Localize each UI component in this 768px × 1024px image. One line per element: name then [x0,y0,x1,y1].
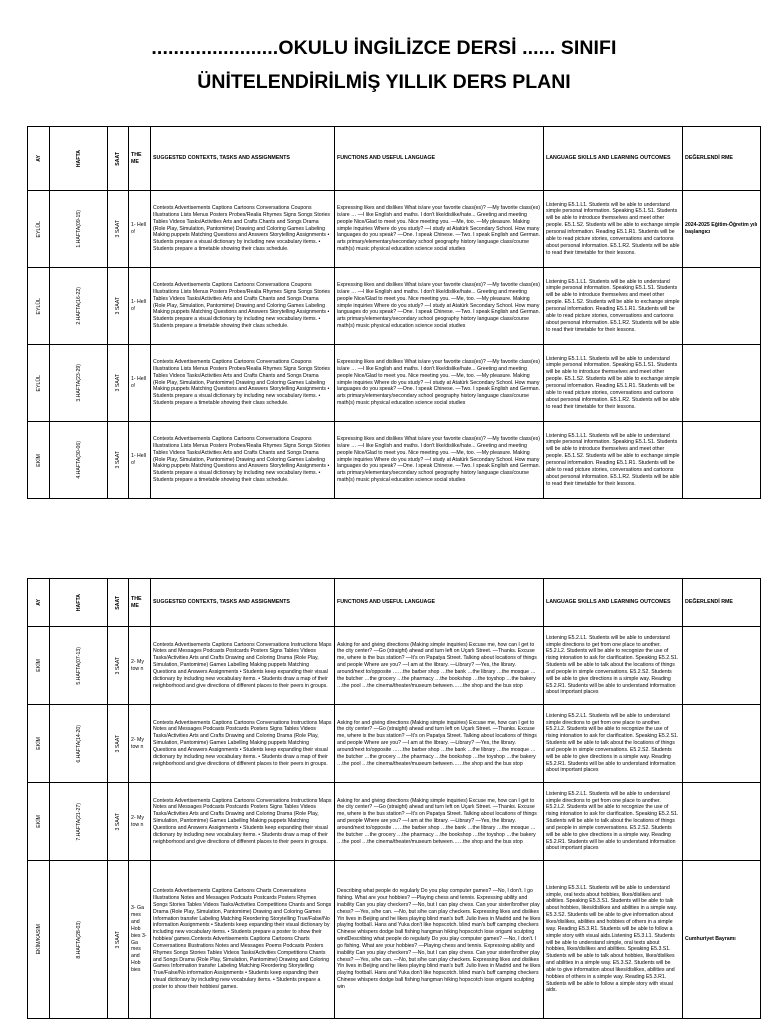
skills-cell: Listening E5.3.L1. Students will be able to understand simple, oral texts about hobbies, likes/dislikes and abilities. Speaking E5.3.S1. Students will be able to talk about hobbies, likes/dislikes and abilities in a simple way. E5.3.S2. Students will be able to give information about likes/dislikes, abilities and hobbies of others in a simple way. Reading E5.3.R1. Students will be able to follow a simple story with visual aids.Listening E5.3.L1. Students will be able to understand simple, oral texts about hobbies, likes/dislikes and abilities. Speaking E5.3.S1. Students will be able to talk about hobbies, likes/dislikes and abilities in a simple way. E5.3.S2. Students will be able to give information about likes/dislikes, abilities and hobbies of others in a simple way. Reading E5.3.R1. Students will be able to follow a simple story with visual aids. [544,861,683,1019]
week-cell: 6.HAFTA(14-20) [50,705,108,783]
functions-cell: Asking for and giving directions (Making simple inquiries) Excuse me, how can I get to the city center? —Go (straight) ahead and turn left on Uçarlı Street. —Thanks. Excuse me, where is the bus station? —It's on Papatya Street. Talking about locations of things and people Where are you? —I am at the library. —Library? —Yes, the library. around/next to/opposite ……the barber shop …the bank …the library …the mosque …the butcher …the grocery …the pharmacy …the bookshop …the toyshop …the bakery …the pool …the cinema/theater/museum between……the shop and the bus stop [335,783,544,861]
hours-cell: 3 SAAT [108,861,129,1019]
header-theme: THE ME [129,579,151,627]
evaluation-cell [683,422,761,499]
header-hafta: HAFTA [50,127,108,191]
skills-cell: Listening E5.1.L1. Students will be able to understand simple personal information. Speaking E5.1.S1. Students will be able to introduce themselves and meet other people. E5.1.S2. Students will be able to exchange simple personal information. Reading E5.1.R1. Students will be able to read picture stories, conversations and cartoons about personal information. E5.1.R2. Students will be able to read their timetable for their lessons. [544,345,683,422]
skills-cell: Listening E5.1.L1. Students will be able to understand simple personal information. Speaking E5.1.S1. Students will be able to introduce themselves and meet other people. E5.1.S2. Students will be able to exchange simple personal information. Reading E5.1.R1. Students will be able to read picture stories, conversations and cartoons about personal information. E5.1.R2. Students will be able to read their timetable for their lessons. [544,422,683,499]
theme-cell: 2- My tow n [129,627,151,705]
month-cell: EYLÜL [28,345,50,422]
contexts-cell: Contexts Advertisements Captions Cartoons Conversations Coupons Illustrations Lists Menus Posters Probes/Realia Rhymes Signs Songs Stories Tables Videos Tasks/Activities Arts and Crafts Chants and Songs Drama (Role Play, Simulation, Pantomime) Drawing and Coloring Games Labeling Making puppets Matching Questions and Answers Storytelling Assignments • Students prepare a visual dictionary by including new vocabulary items. • Students prepare a timetable showing their class schedule. [151,422,335,499]
header-functions: FUNCTIONS AND USEFUL LANGUAGE [335,579,544,627]
evaluation-cell [683,783,761,861]
skills-cell: Listening E5.2.L1. Students will be able to understand simple directions to get from one place to another. E5.2.L2. Students will be able to recognize the use of rising intonation to ask for clarification. Speaking E5.2.S1. Students will be able to talk about the locations of things and people in simple conversations. E5.2.S2. Students will be able to give directions in a simple way. Reading E5.2.R1. Students will be able to understand information about important places [544,627,683,705]
hours-cell: 3 SAAT [108,345,129,422]
header-saat: SAAT [108,127,129,191]
table-row [28,861,761,1019]
header-evaluation: DEĞERLENDİ RME [683,579,761,627]
contexts-cell: Contexts Advertisements Captions Cartoons Conversations Instructions Maps Notes and Messages Podcasts Postcards Posters Signs Tables Videos Tasks/Activities Arts and Crafts Drawing and Coloring Drama (Role Play, Simulation, Pantomime) Games Labelling Making puppets Matching Questions and Answers Assignments • Students keep expanding their visual dictionary by including new vocabulary items. • Students draw a map of their neighborhood and give directions of different places to their peers in groups. [151,705,335,783]
functions-cell: Expressing likes and dislikes What is/are your favorite class(es)? —My favorite class(es) is/are … —I like English and maths. I don't like/dislike/hate... Greeting and meeting people Nice/Glad to meet you. Nice meeting you. —Me, too. —My pleasure. Making simple inquiries Where do you study? —I study at Atatürk Secondary School. How many languages do you speak? —One. I speak Chinese. —Two. I speak English and German. arts primary/elementary/secondary school geography history language class/course math(s) music physical education science social studies [335,191,544,268]
functions-cell: Expressing likes and dislikes What is/are your favorite class(es)? —My favorite class(es) is/are … —I like English and maths. I don't like/dislike/hate... Greeting and meeting people Nice/Glad to meet you. Nice meeting you. —Me, too. —My pleasure. Making simple inquiries Where do you study? —I study at Atatürk Secondary School. How many languages do you speak? —One. I speak Chinese. —Two. I speak English and German. arts primary/elementary/secondary school geography history language class/course math(s) music physical education science social studies [335,422,544,499]
contexts-cell: Contexts Advertisements Captions Cartoons Conversations Coupons Illustrations Lists Menus Posters Probes/Realia Rhymes Signs Songs Stories Tables Videos Tasks/Activities Arts and Crafts Chants and Songs Drama (Role Play, Simulation, Pantomime) Drawing and Coloring Games Labeling Making puppets Matching Questions and Answers Storytelling Assignments • Students prepare a visual dictionary by including new vocabulary items. • Students prepare a timetable showing their class schedule. [151,345,335,422]
theme-cell: 3- Ga mes and Hob bies 3- Ga mes and Hob bies [129,861,151,1019]
contexts-cell: Contexts Advertisements Captions Cartoons Conversations Instructions Maps Notes and Messages Podcasts Postcards Posters Signs Tables Videos Tasks/Activities Arts and Crafts Drawing and Coloring Drama (Role Play, Simulation, Pantomime) Games Labelling Making puppets Matching Questions and Answers Assignments • Students keep expanding their visual dictionary by including new vocabulary items. • Students draw a map of their neighborhood and give directions of different places to their peers in groups. [151,783,335,861]
table-row [28,345,761,422]
header-contexts: SUGGESTED CONTEXTS, TASKS AND ASSIGNMENTS [151,579,335,627]
document-title-block [0,36,768,94]
functions-cell: Asking for and giving directions (Making simple inquiries) Excuse me, how can I get to the city center? —Go (straight) ahead and turn left on Uçarlı Street. —Thanks. Excuse me, where is the bus station? —It's on Papatya Street. Talking about locations of things and people Where are you? —I am at the library. —Library? —Yes, the library. around/next to/opposite ……the barber shop …the bank …the library …the mosque …the butcher …the grocery …the pharmacy …the bookshop …the toyshop …the bakery …the pool …the cinema/theater/museum between……the shop and the bus stop [335,627,544,705]
month-cell: EYLÜL [28,268,50,345]
theme-cell: 1- Hell o! [129,268,151,345]
header-contexts: SUGGESTED CONTEXTS, TASKS AND ASSIGNMENTS [151,127,335,191]
week-cell: 3.HAFTA(23-29) [50,345,108,422]
contexts-cell: Contexts Advertisements Captions Cartoons Conversations Coupons Illustrations Lists Menus Posters Probes/Realia Rhymes Signs Songs Stories Tables Videos Tasks/Activities Arts and Crafts Chants and Songs Drama (Role Play, Simulation, Pantomime) Drawing and Coloring Games Labeling Making puppets Matching Questions and Answers Storytelling Assignments • Students prepare a visual dictionary by including new vocabulary items. • Students prepare a timetable showing their class schedule. [151,191,335,268]
document-subtitle: ÜNİTELENDİRİLMİŞ YILLIK DERS PLANI [197,71,571,93]
evaluation-cell [683,705,761,783]
header-hafta: HAFTA [50,579,108,627]
week-cell: 2.HAFTA(16-22) [50,268,108,345]
hours-cell: 3 SAAT [108,422,129,499]
month-cell: EYLÜL [28,191,50,268]
hours-cell: 3 SAAT [108,627,129,705]
table-row [28,783,761,861]
header-row [28,127,761,191]
month-cell: EKİM [28,627,50,705]
skills-cell: Listening E5.1.L1. Students will be able to understand simple personal information. Speaking E5.1.S1. Students will be able to introduce themselves and meet other people. E5.1.S2. Students will be able to exchange simple personal information. Reading E5.1.R1. Students will be able to read picture stories, conversations and cartoons about personal information. E5.1.R2. Students will be able to read their timetable for their lessons. [544,191,683,268]
hours-cell: 3 SAAT [108,268,129,345]
theme-cell: 1- Hell o! [129,345,151,422]
functions-cell: Expressing likes and dislikes What is/are your favorite class(es)? —My favorite class(es) is/are … —I like English and maths. I don't like/dislike/hate... Greeting and meeting people Nice/Glad to meet you. Nice meeting you. —Me, too. —My pleasure. Making simple inquiries Where do you study? —I study at Atatürk Secondary School. How many languages do you speak? —One. I speak Chinese. —Two. I speak English and German. arts primary/elementary/secondary school geography history language class/course math(s) music physical education science social studies [335,268,544,345]
header-skills: LANGUAGE SKILLS AND LEARNING OUTCOMES [544,127,683,191]
evaluation-cell [683,627,761,705]
week-cell: 1.HAFTA(09-15) [50,191,108,268]
month-cell: EKİM [28,783,50,861]
theme-cell: 1- Hell o! [129,191,151,268]
header-ay: AY [28,127,50,191]
table-row [28,627,761,705]
document-title: .......................OKULU İNGİLİZCE DERSİ ...... SINIFI [151,37,617,59]
functions-cell: Asking for and giving directions (Making simple inquiries) Excuse me, how can I get to the city center? —Go (straight) ahead and turn left on Uçarlı Street. —Thanks. Excuse me, where is the bus station? —It's on Papatya Street. Talking about locations of things and people Where are you? —I am at the library. —Library? —Yes, the library. around/next to/opposite ……the barber shop …the bank …the library …the mosque …the butcher …the grocery …the pharmacy …the bookshop …the toyshop …the bakery …the pool …the cinema/theater/museum between……the shop and the bus stop [335,705,544,783]
contexts-cell: Contexts Advertisements Captions Cartoons Charts Conversations Illustrations Notes and Messages Podcasts Postcards Posters Rhymes Songs Stories Tables Videos Tasks/Activities Competitions Chants and Songs Drama (Role Play, Simulation, Pantomime) Drawing and Coloring Games Information transfer Labeling Matching Reordering Storytelling True/False/No information Assignments • Students keep expanding their visual dictionary by including new vocabulary items. • Students prepare a poster to show their hobbies/ games.Contexts Advertisements Captions Cartoons Charts Conversations Illustrations Notes and Messages Poems Podcasts Posters Rhymes Songs Stories Tables Videos Tasks/Activities Competitions Chants and Songs Drama (Role Play, Simulation, Pantomime) Drawing and Coloring Games Information transfer Labeling Matching Reordering Storytelling True/False/No information Assignments • Students keep expanding their visual dictionary by including new vocabulary items. • Students prepare a poster to show their hobbies/ games. [151,861,335,1019]
hours-cell: 3 SAAT [108,783,129,861]
week-cell: 8.HAFTA(28-03) [50,861,108,1019]
table-row [28,191,761,268]
table-row [28,422,761,499]
week-cell: 5.HAFTA(07-13) [50,627,108,705]
hours-cell: 3 SAAT [108,191,129,268]
skills-cell: Listening E5.2.L1. Students will be able to understand simple directions to get from one place to another. E5.2.L2. Students will be able to recognize the use of rising intonation to ask for clarification. Speaking E5.2.S1. Students will be able to talk about the locations of things and people in simple conversations. E5.2.S2. Students will be able to give directions in a simple way. Reading E5.2.R1. Students will be able to understand information about important places [544,705,683,783]
header-evaluation: DEĞERLENDİ RME [683,127,761,191]
skills-cell: Listening E5.1.L1. Students will be able to understand simple personal information. Speaking E5.1.S1. Students will be able to introduce themselves and meet other people. E5.1.S2. Students will be able to exchange simple personal information. Reading E5.1.R1. Students will be able to read picture stories, conversations and cartoons about personal information. E5.1.R2. Students will be able to read their timetable for their lessons. [544,268,683,345]
header-functions: FUNCTIONS AND USEFUL LANGUAGE [335,127,544,191]
week-cell: 7.HAFTA(21-27) [50,783,108,861]
evaluation-cell [683,345,761,422]
plan-table-1 [27,126,761,499]
header-skills: LANGUAGE SKILLS AND LEARNING OUTCOMES [544,579,683,627]
week-cell: 4.HAFTA(30-06) [50,422,108,499]
header-row [28,579,761,627]
hours-cell: 3 SAAT [108,705,129,783]
header-theme: THE ME [129,127,151,191]
evaluation-cell [683,268,761,345]
functions-cell: Expressing likes and dislikes What is/are your favorite class(es)? —My favorite class(es) is/are … —I like English and maths. I don't like/dislike/hate... Greeting and meeting people Nice/Glad to meet you. Nice meeting you. —Me, too. —My pleasure. Making simple inquiries Where do you study? —I study at Atatürk Secondary School. How many languages do you speak? —One. I speak Chinese. —Two. I speak English and German. arts primary/elementary/secondary school geography history language class/course math(s) music physical education science social studies [335,345,544,422]
header-saat: SAAT [108,579,129,627]
month-cell: EKİM [28,705,50,783]
month-cell: EKİM [28,422,50,499]
table-row [28,268,761,345]
month-cell: EKİM/KASIM [28,861,50,1019]
table-row [28,705,761,783]
evaluation-cell: Cumhuriyet Bayramı [683,861,761,1019]
plan-table-2 [27,578,761,1019]
contexts-cell: Contexts Advertisements Captions Cartoons Conversations Coupons Illustrations Lists Menus Posters Probes/Realia Rhymes Signs Songs Stories Tables Videos Tasks/Activities Arts and Crafts Chants and Songs Drama (Role Play, Simulation, Pantomime) Drawing and Coloring Games Labeling Making puppets Matching Questions and Answers Storytelling Assignments • Students prepare a visual dictionary by including new vocabulary items. • Students prepare a timetable showing their class schedule. [151,268,335,345]
header-ay: AY [28,579,50,627]
theme-cell: 1- Hell o! [129,422,151,499]
contexts-cell: Contexts Advertisements Captions Cartoons Conversations Instructions Maps Notes and Messages Podcasts Postcards Posters Signs Tables Videos Tasks/Activities Arts and Crafts Drawing and Coloring Drama (Role Play, Simulation, Pantomime) Games Labelling Making puppets Matching Questions and Answers Assignments • Students keep expanding their visual dictionary by including new vocabulary items. • Students draw a map of their neighborhood and give directions of different places to their peers in groups. [151,627,335,705]
theme-cell: 2- My tow n [129,705,151,783]
skills-cell: Listening E5.2.L1. Students will be able to understand simple directions to get from one place to another. E5.2.L2. Students will be able to recognize the use of rising intonation to ask for clarification. Speaking E5.2.S1. Students will be able to talk about the locations of things and people in simple conversations. E5.2.S2. Students will be able to give directions in a simple way. Reading E5.2.R1. Students will be able to understand information about important places [544,783,683,861]
theme-cell: 2- My tow n [129,783,151,861]
evaluation-cell: 2024-2025 Eğitim-Öğretim yılı başlangıcı [683,191,761,268]
functions-cell: Describing what people do regularly Do you play computer games? —No, I don't. I go fishing. What are your hobbies? —Playing chess and tennis. Expressing ability and inability Can you play checkers? —No, but I can play chess. Can your sister/brother play chess? —Yes, s/he can. —No, but s/he can play checkers. Expressing likes and dislikes Yin lives in Beijing and he likes playing blind man's buff. Julio lives in Madrid and he likes playing football. Hans and Yuka don't like hopscotch. blind man's buff camping checkers Chinese whispers dodge ball fishing hangman hiking hopscotch lose origami sculpting windDescribing what people do regularly Do you play computer games? —No, I don't. I go fishing. What are your hobbies? —Playing chess and tennis. Expressing ability and inability Can you play checkers? —No, but I can play chess. Can your sister/brother play chess? —Yes, s/he can. —No, but s/he can play checkers. Expressing likes and dislikes Yin lives in Beijing and he likes playing blind man's buff. Julio lives in Madrid and he likes playing football. Hans and Yuka don't like hopscotch. blind man's buff camping checkers Chinese whispers dodge ball fishing hangman hiking hopscotch lose origami sculpting win [335,861,544,1019]
